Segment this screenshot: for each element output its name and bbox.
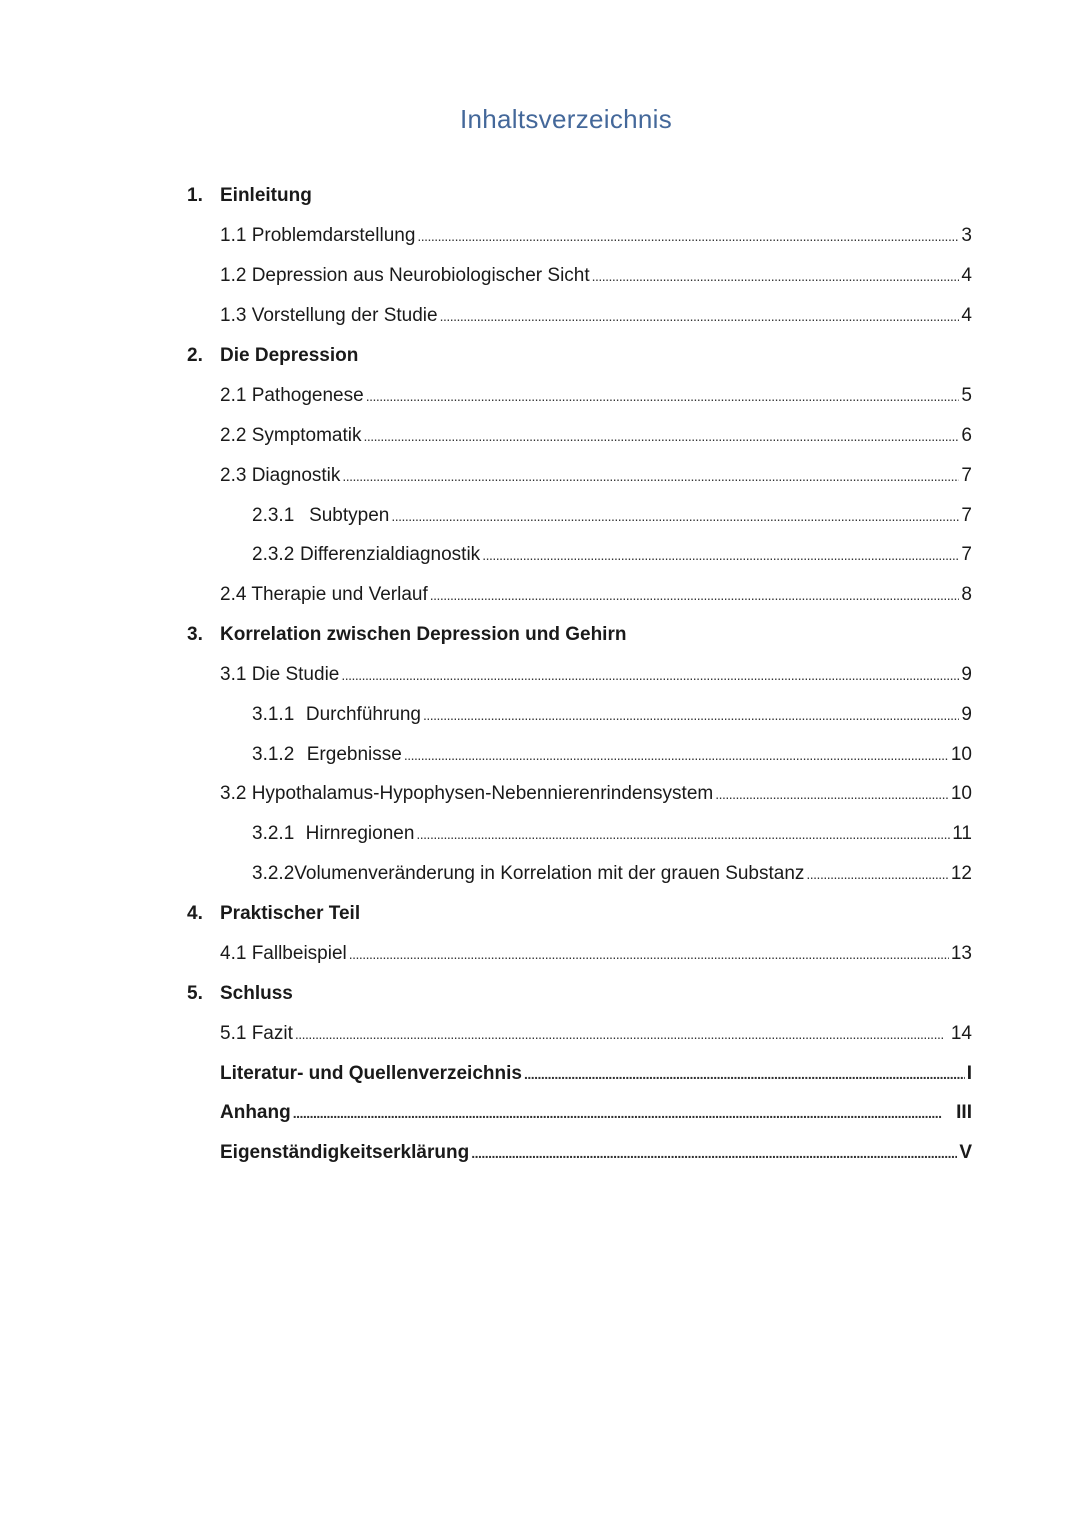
dot-leader — [524, 1060, 965, 1088]
dot-leader — [417, 222, 959, 250]
entry-page: 9 — [961, 664, 972, 685]
entry-label: Durchführung — [305, 704, 421, 725]
dot-leader — [416, 820, 950, 848]
entry-label: 2.1 Pathogenese — [220, 385, 364, 406]
entry-label: Differenzialdiagnostik — [299, 544, 481, 565]
toc-entry[interactable] — [252, 541, 972, 569]
dot-leader — [592, 262, 960, 290]
entry-page: 3 — [961, 225, 972, 246]
dot-leader — [404, 741, 949, 769]
chapter-title: Schluss — [220, 983, 293, 1004]
entry-label: 3.1 Die Studie — [220, 664, 340, 685]
toc-entry[interactable] — [252, 502, 972, 530]
dot-leader — [430, 581, 960, 609]
entry-label: Hirnregionen — [305, 823, 415, 844]
chapter-number: 1. — [187, 185, 203, 206]
dot-leader — [342, 462, 959, 490]
entry-label: 2.2 Symptomatik — [220, 425, 362, 446]
entry-label: 2.4 Therapie und Verlauf — [220, 584, 428, 605]
entry-page: 10 — [950, 783, 972, 804]
chapter-number: 5. — [187, 983, 203, 1004]
entry-label: Volumenveränderung in Korrelation mit der grauen Substanz — [294, 863, 805, 884]
toc-entry[interactable] — [220, 382, 972, 410]
toc-entry[interactable] — [252, 701, 972, 729]
toc-entry[interactable] — [220, 302, 972, 330]
entry-label: Literatur- und Quellenverzeichnis — [220, 1063, 522, 1084]
entry-label: 3.2 Hypothalamus-Hypophysen-Nebennierenrindensystem — [220, 783, 714, 804]
entry-label: Ergebnisse — [306, 744, 402, 765]
toc-entry[interactable] — [220, 262, 972, 290]
entry-number: 3.2.2 — [252, 863, 295, 884]
entry-label: 1.2 Depression aus Neurobiologischer Sicht — [220, 265, 590, 286]
entry-page: 10 — [950, 744, 972, 765]
toc-entry[interactable] — [220, 940, 972, 968]
entry-label: Anhang — [220, 1102, 291, 1123]
dot-leader — [806, 860, 948, 888]
entry-page: III — [956, 1102, 972, 1123]
entry-number: 2.3.1 — [252, 505, 295, 526]
dot-leader — [715, 780, 949, 808]
toc-entry[interactable] — [220, 422, 972, 450]
chapter-heading[interactable] — [187, 182, 312, 210]
chapter-number: 2. — [187, 345, 203, 366]
entry-page: 9 — [961, 704, 972, 725]
entry-label: Eigenständigkeitserklärung — [220, 1142, 470, 1163]
chapter-title: Korrelation zwischen Depression und Gehirn — [220, 624, 627, 645]
dot-leader — [391, 502, 959, 530]
dot-leader — [364, 422, 960, 450]
toc-entry[interactable] — [220, 780, 972, 808]
dot-leader — [366, 382, 960, 410]
toc-entry[interactable] — [252, 820, 972, 848]
dot-leader — [482, 541, 959, 569]
chapter-number: 4. — [187, 903, 203, 924]
entry-page: 4 — [961, 305, 972, 326]
entry-label: 4.1 Fallbeispiel — [220, 943, 347, 964]
entry-number: 3.1.2 — [252, 744, 295, 765]
toc-entry[interactable] — [220, 581, 972, 609]
toc-entry[interactable] — [220, 1099, 972, 1127]
dot-leader — [349, 940, 949, 968]
entry-label: Subtypen — [309, 505, 390, 526]
toc-entry[interactable] — [220, 1060, 972, 1088]
dot-leader — [295, 1020, 949, 1048]
entry-page: 4 — [961, 265, 972, 286]
entry-page: V — [959, 1142, 972, 1163]
toc-entry[interactable] — [252, 860, 972, 888]
entry-page: 13 — [950, 943, 972, 964]
entry-page: 7 — [961, 544, 972, 565]
chapter-title: Einleitung — [220, 185, 312, 206]
dot-leader — [341, 661, 959, 689]
entry-page: 5 — [961, 385, 972, 406]
entry-label: 5.1 Fazit — [220, 1023, 293, 1044]
toc-entry[interactable] — [220, 661, 972, 689]
toc-entry[interactable] — [220, 222, 972, 250]
entry-number: 3.2.1 — [252, 823, 295, 844]
chapter-heading[interactable] — [187, 900, 360, 928]
entry-page: I — [966, 1063, 972, 1084]
entry-number: 3.1.1 — [252, 704, 295, 725]
toc-entry[interactable] — [220, 1020, 972, 1048]
entry-page: 7 — [961, 505, 972, 526]
entry-page: 12 — [950, 863, 972, 884]
toc-entry[interactable] — [252, 741, 972, 769]
entry-page: 8 — [961, 584, 972, 605]
chapter-heading[interactable] — [187, 621, 626, 649]
dot-leader — [423, 701, 959, 729]
entry-label: 2.3 Diagnostik — [220, 465, 341, 486]
chapter-heading[interactable] — [187, 980, 293, 1008]
entry-page: 7 — [961, 465, 972, 486]
chapter-number: 3. — [187, 624, 203, 645]
dot-leader — [440, 302, 960, 330]
chapter-heading[interactable] — [187, 342, 358, 370]
entry-label: 1.3 Vorstellung der Studie — [220, 305, 438, 326]
toc-entry[interactable] — [220, 1139, 972, 1167]
entry-page: 11 — [952, 823, 972, 844]
dot-leader — [471, 1139, 957, 1167]
chapter-title: Die Depression — [220, 345, 359, 366]
chapter-title: Praktischer Teil — [220, 903, 361, 924]
dot-leader — [293, 1099, 954, 1127]
entry-number: 2.3.2 — [252, 544, 295, 565]
entry-page: 6 — [961, 425, 972, 446]
entry-page: 14 — [950, 1023, 972, 1044]
entry-label: 1.1 Problemdarstellung — [220, 225, 416, 246]
toc-entry[interactable] — [220, 462, 972, 490]
toc-title: Inhaltsverzeichnis — [459, 104, 673, 134]
